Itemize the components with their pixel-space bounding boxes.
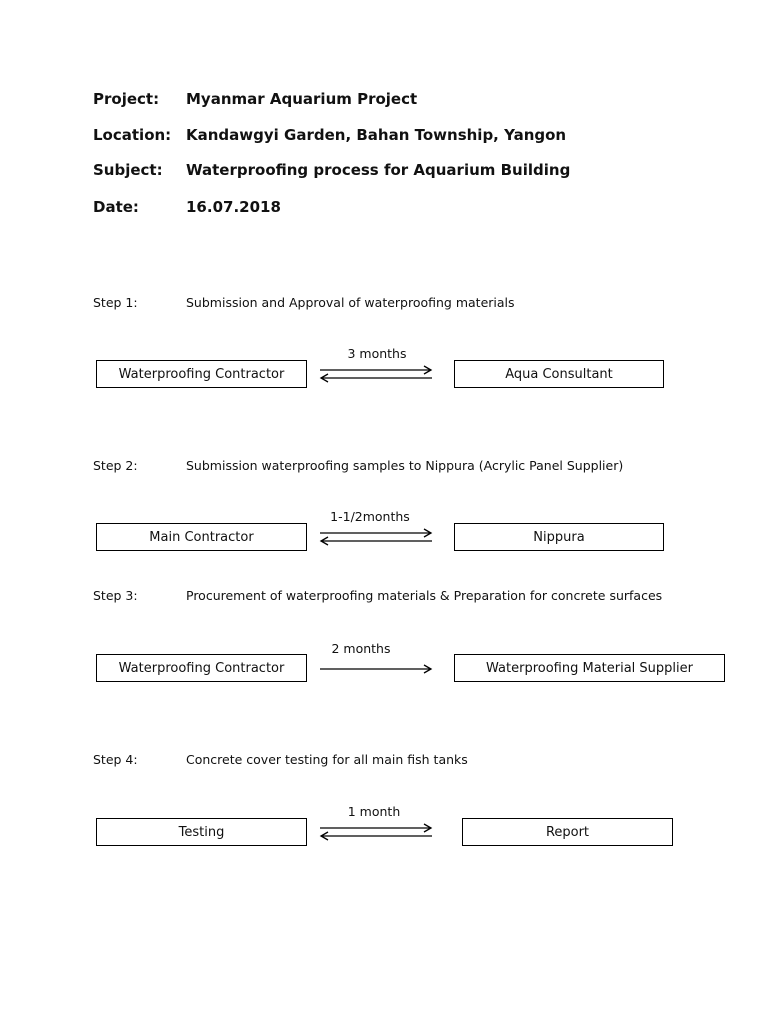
step-1-duration: 3 months [347,346,407,361]
step-4-from-box: Testing [96,818,307,846]
project-label: Project: [93,90,160,108]
step-1-description: Submission and Approval of waterproofing materials [186,295,515,310]
step-4-to-box: Report [462,818,673,846]
step-3-label: Step 3: [93,588,138,603]
location-value: Kandawgyi Garden, Bahan Township, Yangon [186,126,567,144]
step-2-description: Submission waterproofing samples to Nippura (Acrylic Panel Supplier) [186,458,624,473]
step-3-right-arrow-icon [318,664,434,674]
step-1-bidirectional-arrow-icon [318,366,434,382]
subject-value: Waterproofing process for Aquarium Building [186,161,571,179]
step-2-bidirectional-arrow-icon [318,529,434,545]
step-2-from-box: Main Contractor [96,523,307,551]
step-3-from-box: Waterproofing Contractor [96,654,307,682]
step-2-label: Step 2: [93,458,138,473]
step-2-duration: 1-1/2months [330,509,410,524]
step-4-description: Concrete cover testing for all main fish tanks [186,752,468,767]
step-4-label: Step 4: [93,752,138,767]
location-label: Location: [93,126,172,144]
subject-label: Subject: [93,161,163,179]
step-4-duration: 1 month [347,804,401,819]
project-value: Myanmar Aquarium Project [186,90,418,108]
step-3-duration: 2 months [331,641,391,656]
date-value: 16.07.2018 [186,198,281,216]
step-3-to-box: Waterproofing Material Supplier [454,654,725,682]
step-4-bidirectional-arrow-icon [318,824,434,840]
step-1-to-box: Aqua Consultant [454,360,664,388]
date-label: Date: [93,198,139,216]
step-2-to-box: Nippura [454,523,664,551]
step-1-label: Step 1: [93,295,138,310]
step-1-from-box: Waterproofing Contractor [96,360,307,388]
step-3-description: Procurement of waterproofing materials & Preparation for concrete surfaces [186,588,663,603]
